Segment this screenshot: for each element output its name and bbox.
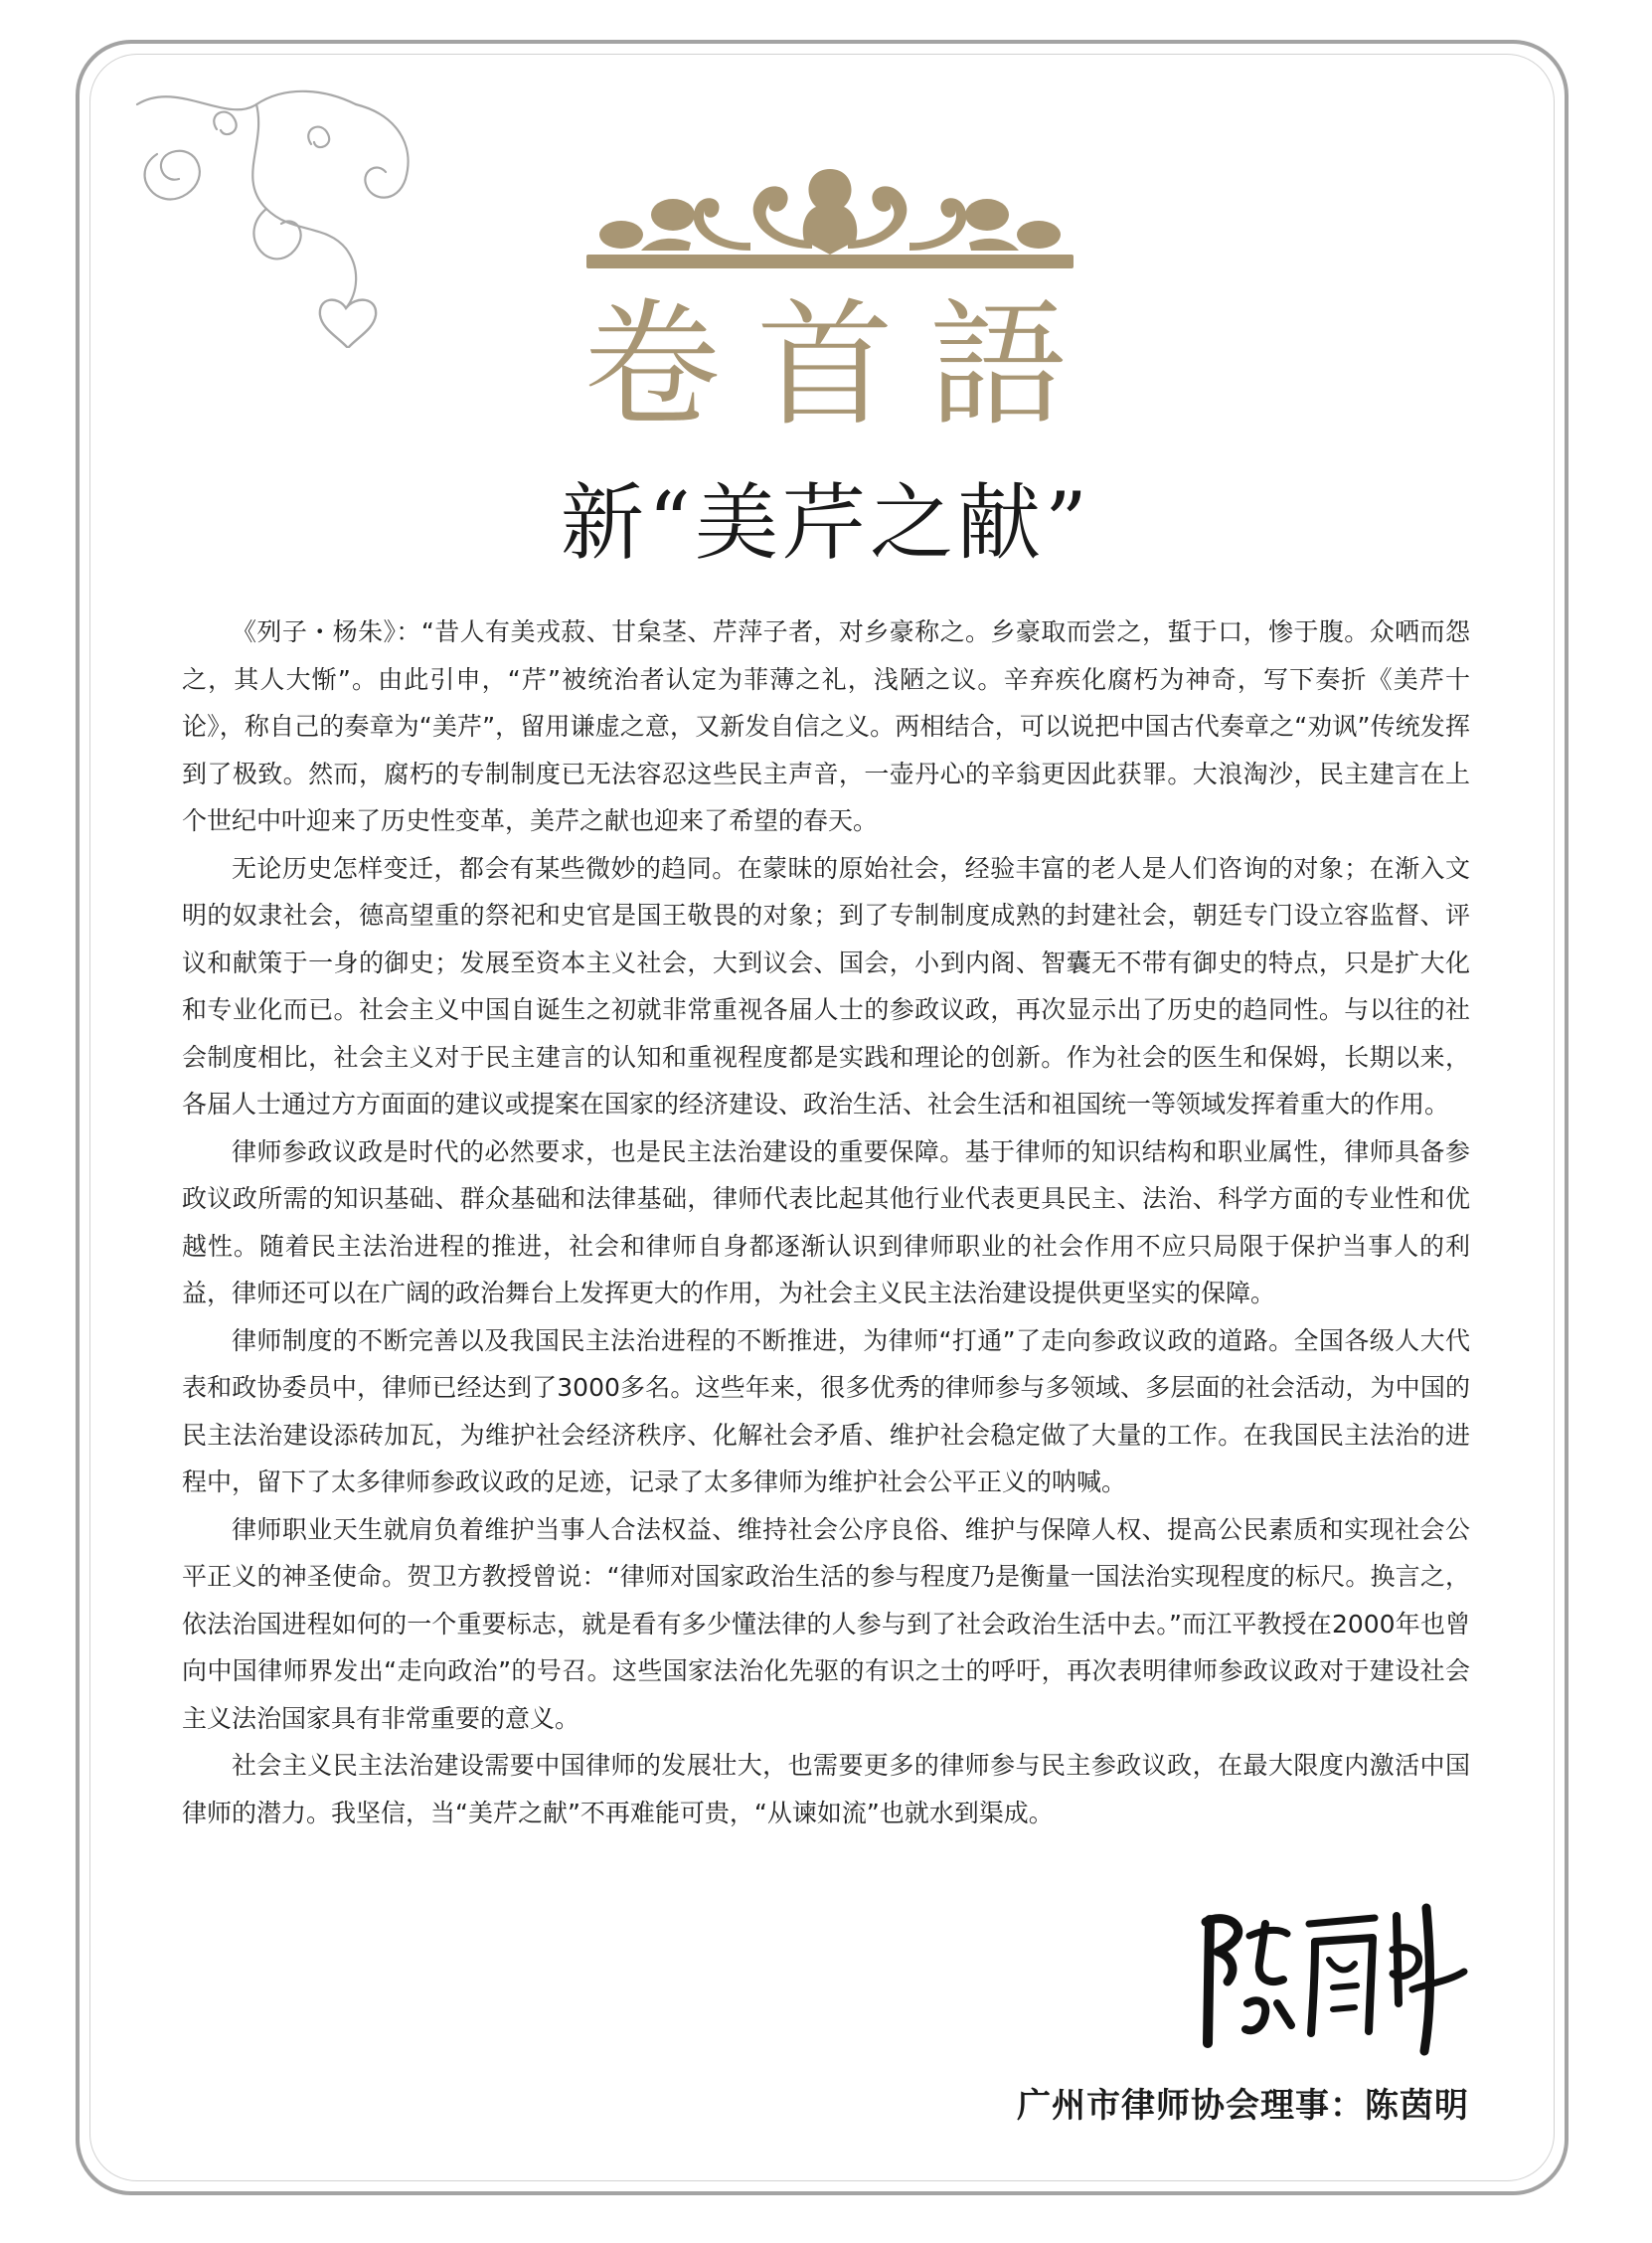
- column-heading: [567, 278, 1083, 452]
- author-byline: 广州市律师协会理事：陈茵明: [1017, 2086, 1469, 2126]
- heading-char-3: 語: [929, 284, 1068, 445]
- flourish-heart-ornament: [117, 85, 455, 348]
- paragraph: 社会主义民主法治建设需要中国律师的发展壮大，也需要更多的律师参与民主参政议政，在最大限度内激活中国律师的潜力。我坚信，当“美芹之献”不再难能可贵，“从谏如流”也就水到渠成。: [182, 1751, 1470, 1827]
- article-title: 新“美芹之献”: [561, 474, 1091, 572]
- paragraph: 律师参政议政是时代的必然要求，也是民主法治建设的重要保障。基于律师的知识结构和职业属性，律师具备参政议政所需的知识基础、群众基础和法律基础，律师代表比起其他行业代表更具民主、法治、科学方面的专业性和优越性。随着民主法治进程的推进，社会和律师自身都逐渐认识到律师职业的社会作用不应只局限于保护当事人的利益，律师还可以在广阔的政治舞台上发挥更大的作用，为社会主义民主法治建设提供更坚实的保障。: [182, 1136, 1470, 1307]
- ornamental-crest-icon: [581, 159, 1078, 278]
- handwritten-signature: [1188, 1894, 1471, 2058]
- paragraph: 《列子・杨朱》：“昔人有美戎菽、甘枲茎、芹萍子者，对乡豪称之。乡豪取而尝之，蜇于口，惨于腹。众哂而怨之，其人大惭”。由此引申，“芹”被统治者认定为菲薄之礼，浅陋之议。辛弃疾化腐朽为神奇，写下奏折《美芹十论》，称自己的奏章为“美芹”，留用谦虚之意，又新发自信之义。两相结合，可以说把中国古代奏章之“劝讽”传统发挥到了极致。然而，腐朽的专制制度已无法容忍这些民主声音，一壶丹心的辛翁更因此获罪。大浪淘沙，民主建言在上个世纪中叶迎来了历史性变革，美芹之献也迎来了希望的春天。: [182, 617, 1470, 835]
- article-body: [182, 608, 1470, 1836]
- heading-char-2: 首: [756, 284, 895, 445]
- paragraph: 无论历史怎样变迁，都会有某些微妙的趋同。在蒙昧的原始社会，经验丰富的老人是人们咨询的对象；在渐入文明的奴隶社会，德高望重的祭祀和史官是国王敬畏的对象；到了专制制度成熟的封建社会，朝廷专门设立容监督、评议和献策于一身的御史；发展至资本主义社会，大到议会、国会，小到内阁、智囊无不带有御史的特点，只是扩大化和专业化而已。社会主义中国自诞生之初就非常重视各届人士的参政议政，再次显示出了历史的趋同性。与以往的社会制度相比，社会主义对于民主建言的认知和重视程度都是实践和理论的创新。作为社会的医生和保姆，长期以来，各届人士通过方方面面的建议或提案在国家的经济建设、政治生活、社会生活和祖国统一等领域发挥着重大的作用。: [182, 853, 1470, 1119]
- paragraph: 律师制度的不断完善以及我国民主法治进程的不断推进，为律师“打通”了走向参政议政的道路。全国各级人大代表和政协委员中，律师已经达到了3000多名。这些年来，很多优秀的律师参与多领域、多层面的社会活动，为中国的民主法治建设添砖加瓦，为维护社会经济秩序、化解社会矛盾、维护社会稳定做了大量的工作。在我国民主法治的进程中，留下了太多律师参政议政的足迹，记录了太多律师为维护社会公平正义的呐喊。: [182, 1325, 1470, 1496]
- paragraph: 律师职业天生就肩负着维护当事人合法权益、维持社会公序良俗、维护与保障人权、提高公民素质和实现社会公平正义的神圣使命。贺卫方教授曾说：“律师对国家政治生活的参与程度乃是衡量一国法治实现程度的标尺。换言之，依法治国进程如何的一个重要标志，就是看有多少懂法律的人参与到了社会政治生活中去。”而江平教授在2000年也曾向中国律师界发出“走向政治”的号召。这些国家法治化先驱的有识之士的呼吁，再次表明律师参政议政对于建设社会主义法治国家具有非常重要的意义。: [182, 1514, 1470, 1733]
- heading-char-1: 卷: [582, 284, 721, 445]
